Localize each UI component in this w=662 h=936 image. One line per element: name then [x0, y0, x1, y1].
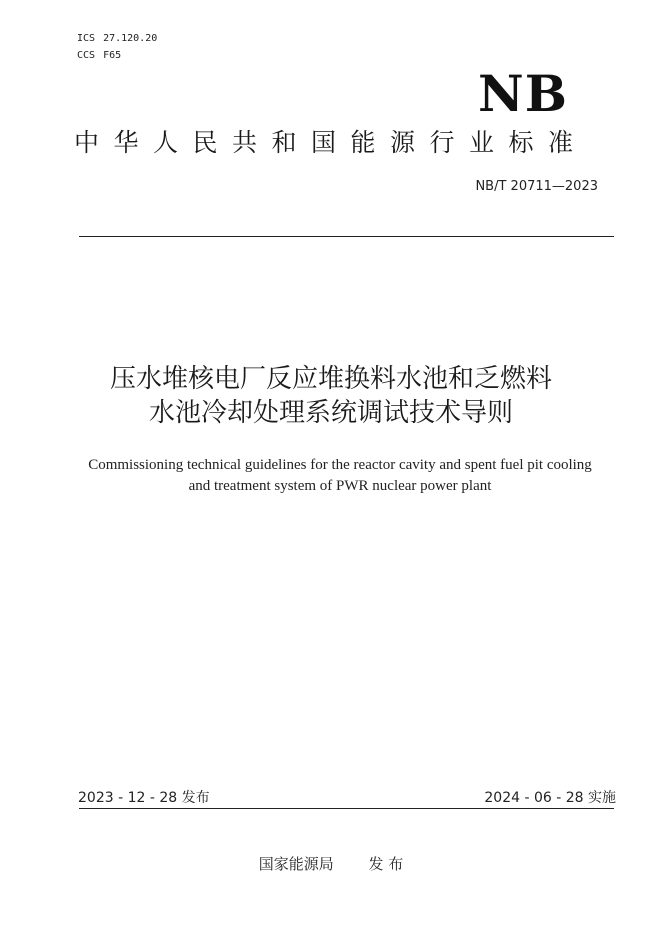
chinese-title-line-1: 压水堆核电厂反应堆换料水池和乏燃料	[109, 364, 552, 394]
chinese-title	[0, 362, 662, 430]
english-title	[60, 455, 620, 497]
classification-codes	[77, 33, 157, 62]
nb-logo: NB	[478, 64, 568, 123]
chinese-title-line-2: 水池冷却处理系统调试技术导则	[148, 398, 513, 428]
ccs-value: F65	[103, 50, 122, 61]
ics-value: 27.120.20	[103, 33, 158, 44]
english-title-line-1: Commissioning technical guidelines for the reactor cavity and spent fuel pit cooling	[88, 457, 592, 473]
standard-number: NB/T 20711—2023	[475, 179, 598, 194]
ccs-row	[77, 50, 157, 62]
implementation-date: 2024 - 06 - 28 实施	[484, 790, 616, 806]
release-date: 2023 - 12 - 28 发布	[78, 790, 210, 806]
ics-label: ICS	[77, 33, 96, 44]
footer-divider	[79, 808, 614, 809]
header-divider	[79, 236, 614, 237]
ccs-label: CCS	[77, 50, 96, 61]
standard-category: 中华人民共和国能源行业标准	[74, 128, 588, 157]
english-title-line-2: and treatment system of PWR nuclear power plant	[188, 478, 492, 494]
issuer	[0, 854, 662, 874]
issuer-name: 国家能源局	[258, 855, 334, 873]
ics-row	[77, 33, 157, 45]
issuer-action: 发 布	[368, 855, 404, 873]
